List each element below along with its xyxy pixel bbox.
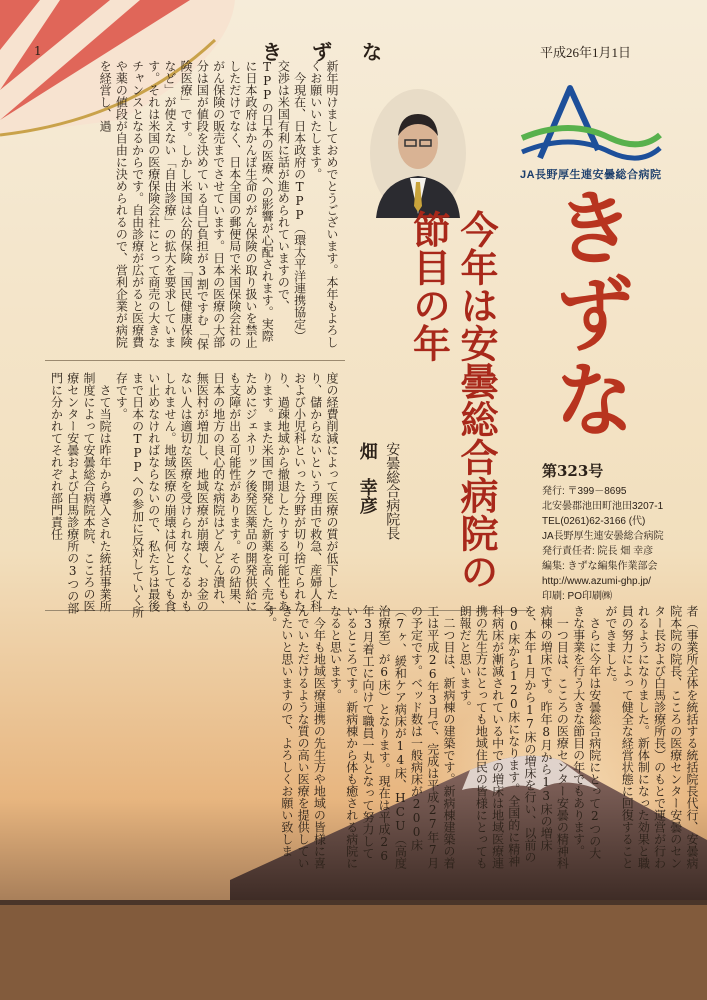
page-number: 1 [34,44,42,58]
pubinfo-line: TEL(0261)62-3166 (代) [542,516,646,527]
organization-name: JA長野厚生連安曇総合病院 [520,169,662,181]
article-headline: 今年は安曇総合病院の 節目の年 [406,210,499,590]
pubinfo-line: JA長野厚生連安曇総合病院 [542,531,664,542]
author-byline [352,410,426,600]
author-title: 安曇総合病院長 [384,442,401,540]
hospital-logo [510,80,670,165]
article-body-column: 度の経費削減によって医療の質が低下したり、儲からないという理由で救急、産婦人科および小児科といった分野が切り捨てられたり、過疎地域から撤退したりする可能性もあります。また米国で開発した新薬を高く売るためにジェネリック後発医薬品の開発供給にも支障が出る可能性があります。その結果、日本の地方の良心的な病院はどんどん潰れ、無医村が増加し、地域医療が崩壊し、お金のない人は適切な医療を受けられなくなるかもしれません。地域医療の崩壊は何としても食い止めなければならないので、私たちは最後まで日本のTPPへの参加に反対していく所存です。 さて当院は昨年から導入された統括事業所制度によって安曇総合病院本院、こころの医療センター安曇および白馬診療所の3つの部門に分かれてそれぞれ部門責任 [49,372,339,618]
article-body-column: 新年明けましておめでとうございます。本年もよろしくお願いいたします。 今現在、日本政府のTPP（環太平洋連携協定）交渉は米国有利に話が進められていますので、TPPの日本の医療への影響が心配されます。実際に日本政府はかんぽ生命のがん保険の取り扱いを禁止しただけでなく、日本全国の郵便局で米国保険会社のがん保険の販売までさせています。日本の医療の大部分は国が値段を決めている自己負担が3割ですむ「保険医療」です。しかし米国は公的保険「国民健康保険など」が使えない「自由診療」の拡大を要求しています。それは米国の医療保険会社にとって商売の大きなチャンスとなるからです。自由診療が広がると医療費や薬の値段が自由に決められるので、営利企業が病院を経営し、過 [98,60,339,350]
article-body-column: 者（事業所全体を統括する統括院長代行、安曇病院本院の院長、こころの医療センター安曇のセンター長および白馬診療所長）のもとで運営が行われるようになりました。新体制になった効果と職員の努力によって健全な経営状態に回復することができました。 さらに今年は安曇総合病院にとって2つの大きな事業を行う大きな節目の年でもあります。 一つ目は、こころの医療センター安曇の精神科病棟の増床です。昨年8月から13床の増床を、本年1月から17床の増床を行い、以前の90床から120床になります。全国的に精神科病床が漸減されている中での増床は地域医療連携の先生方にとっても地域住民の皆様にとっても朗報だと思います。 二つ目は、新病棟の建築です。新病棟建築の着工は平成26年3月で、完成は平成27年7月の予定です。ベッド数は一般病床が200床（7ヶ、緩和ケア病床が14床、HCU（高度治療室）が6床）となります。現在は平成26年3月着工に向けて職員一丸となって努力しているところです。新病棟から体も癒される病院になると思います。 今年も地域医療連携の先生方や地域の皆様に喜んでいただけるような質の高い医療を提供していきたいと思いますので、よろしくお願い致します。 [263,605,699,869]
issue-date: 平成26年1月1日 [540,45,632,60]
column-divider [45,360,345,361]
pubinfo-line: 発行責任者: 院長 畑 幸彦 [542,546,654,557]
pubinfo-line: 編集: きずな編集作業部会 [542,561,658,572]
issue-number: 第323号 [542,462,604,480]
running-title: きずな [262,40,412,64]
publication-info [542,484,664,604]
pubinfo-line: 発行: 〒399－8695 [542,486,627,497]
pubinfo-line: 北安曇郡池田町池田3207-1 [542,501,664,512]
author-name: 畑 幸彦 [356,442,378,514]
author-photo [370,88,466,218]
masthead-title: きずな [540,185,637,443]
pubinfo-line: http://www.azumi-ghp.jp/ [542,576,651,587]
pubinfo-line: 印刷: PO印刷㈱ [542,591,613,602]
